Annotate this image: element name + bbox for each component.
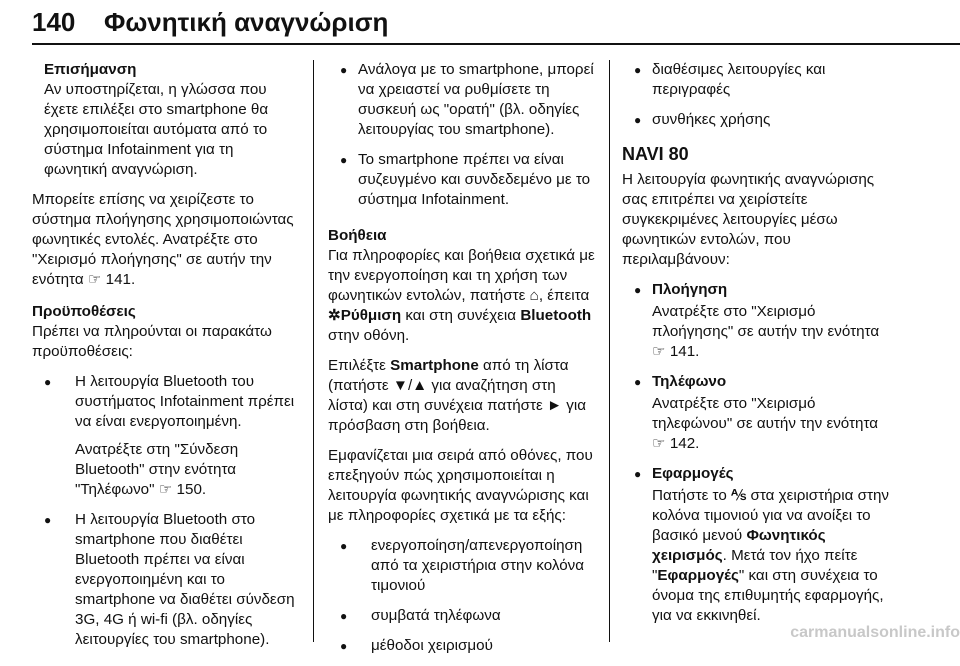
list-item: ● Η λειτουργία Bluetooth στο smartphone που διαθέτει Bluetooth πρέπει να είναι ενεργοποιημένη και το smartphone να διαθέτει σύνδεση 3G, 4G ή wi-fi (βλ. οδηγίες λειτουργίες του smartphone). [32,510,300,650]
gear-icon: ✲ [328,307,341,324]
prereq-heading: Προϋποθέσεις [32,303,136,320]
bluetooth-label: Bluetooth [520,307,592,324]
column-1 [32,60,300,660]
list-item-heading: ● Πλοήγηση [622,280,890,300]
settings-label: Ρύθμιση [340,307,402,324]
list-item: ● Ανάλογα με το smartphone, μπορεί να χρειαστεί να ρυθμίσετε τη συσκευή ως "ορατή" (βλ. οδηγίες λειτουργίας του smartphone). [328,60,596,140]
navigation-paragraph: Μπορείτε επίσης να χειρίζεστε το σύστημα πλοήγησης χρησιμοποιώντας φωνητικές εντολές. Ανατρέξτε στο "Χειρισμό πλοήγησης" σε αυτήν την ενότητα ☞ 141. [32,191,294,288]
list-item-detail: Ανατρέξτε στο "Χειρισμό τηλεφώνου" σε αυτήν την ενότητα ☞ 142. [652,395,879,452]
watermark: carmanualsonline.info [790,624,960,641]
list-item-heading: ● Εφαρμογές [622,464,890,484]
column-divider-1 [313,60,314,642]
list-item-detail: Ανατρέξτε στο "Χειρισμό πλοήγησης" σε αυτήν την ενότητα ☞ 141. [652,303,880,360]
note-title: Επισήμανση [44,61,137,78]
header-rule [32,43,960,45]
note-box [44,60,300,180]
prereq-intro: Πρέπει να πληρούνται οι παρακάτω προϋποθέσεις: [32,323,272,360]
list-item: ● Η λειτουργία Bluetooth του συστήματος Infotainment πρέπει να είναι ενεργοποιημένη. [32,372,300,432]
list-item: ● μέθοδοι χειρισμού [328,636,596,656]
page-number: 140 [32,7,76,37]
voice-control-icon: ⅍ [731,487,747,504]
list-item-detail: Πατήστε το ⅍ στα χειριστήρια στην κολόνα τιμονιού για να ανοίξει το βασικό μενού Φωνητικός χειρισμός. Μετά τον ήχο πείτε "Εφαρμογές" και στη συνέχεια το όνομα της επιθυμητής εφαρμογής, για να εκκινηθεί. [652,487,889,624]
navi-intro: Η λειτουργία φωνητικής αναγνώρισης σας επιτρέπει να χειρίστείτε συγκεκριμένες λειτουργίες μέσω φωνητικών εντολών, που περιλαμβάνουν: [622,171,875,268]
list-item-detail: Ανατρέξτε στη "Σύνδεση Bluetooth" στην ενότητα "Τηλέφωνο" ☞ 150. [75,441,239,498]
page-header [0,0,960,52]
navi-heading: NAVI 80 [622,144,689,164]
home-icon: ⌂ [529,287,539,304]
column-2 [328,60,596,666]
help-heading: Βοήθεια [328,227,387,244]
voice-menu-label: Φωνητικός χειρισμός [652,527,826,564]
note-body: Αν υποστηρίζεται, η γλώσσα που έχετε επιλέξει στο smartphone θα χρησιμοποιείται αυτόματα από το σύστημα Infotainment για τη φωνητική αναγνώριση. [44,81,269,178]
column-3 [622,60,890,636]
list-item: ● διαθέσιμες λειτουργίες και περιγραφές [622,60,890,100]
list-item-heading: ● Τηλέφωνο [622,372,890,392]
help-paragraph-2: Επιλέξτε Smartphone από τη λίστα (πατήστε ▼/▲ για αναζήτηση στη λίστα) και στη συνέχεια πατήστε ► για πρόσβαση στη βοήθεια. [328,357,587,434]
list-item: ● συμβατά τηλέφωνα [328,606,596,626]
column-divider-2 [609,60,610,642]
page-title: Φωνητική αναγνώριση [104,7,389,37]
help-paragraph-1: Για πληροφορίες και βοήθεια σχετικά με την ενεργοποίηση και τη χρήση των φωνητικών εντολών, πατήστε ⌂, έπειτα ✲Ρύθμιση και στη συνέχεια Bluetooth στην οθόνη. [328,247,595,344]
smartphone-label: Smartphone [390,357,479,374]
apps-word: Εφαρμογές [657,567,739,584]
help-paragraph-3: Εμφανίζεται μια σειρά από οθόνες, που επεξηγούν πώς χρησιμοποιείται η λειτουργία φωνητικής αναγνώρισης και με πληροφορίες σχετικά με τα εξής: [328,447,593,524]
list-item: ● ενεργοποίηση/απενεργοποίηση από τα χειριστήρια στην κολόνα τιμονιού [328,536,596,596]
list-item: ● συνθήκες χρήσης [622,110,890,130]
list-item: ● Το smartphone πρέπει να είναι συζευγμένο και συνδεδεμένο με το σύστημα Infotainment. [328,150,596,210]
